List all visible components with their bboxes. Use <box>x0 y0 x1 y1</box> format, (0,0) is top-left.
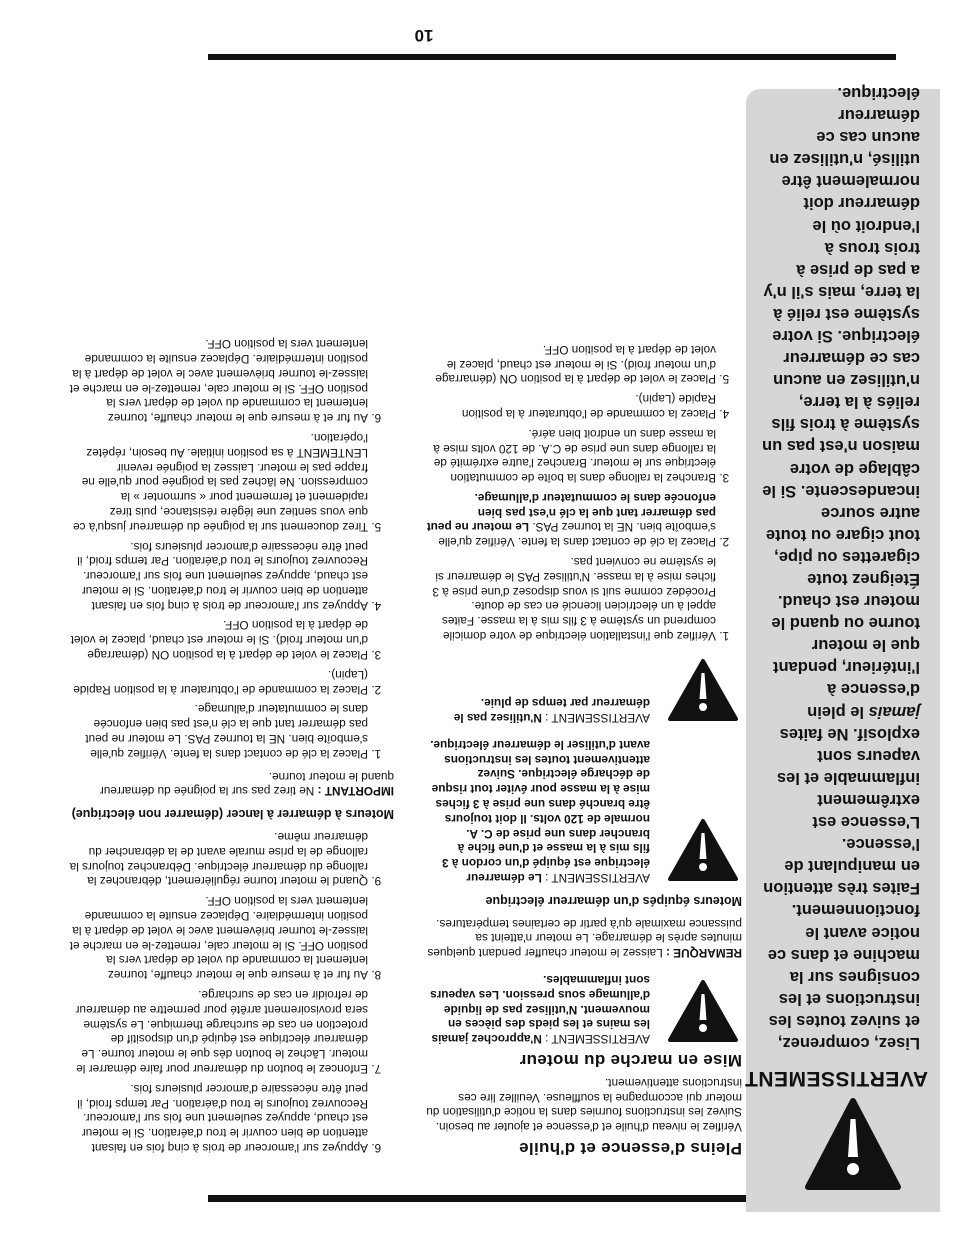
left-column <box>69 331 394 1155</box>
warning-triangle-icon <box>664 657 742 725</box>
warning-triangle-icon <box>664 978 742 1046</box>
important-note: IMPORTANT : Ne tirez pas sur la poignée du démarreur quand le moteur tourne. <box>99 769 394 799</box>
list-item: 3. Placez le volet de départ à la position ON (démarrage d'un moteur froid). Si le moteur est chaud, placez le volet de départ à la position OFF. <box>69 618 368 662</box>
page-number: 10 <box>414 26 434 45</box>
middle-column <box>426 337 742 1158</box>
recoil-heading: Moteurs à démarrer à lancer (démarrer non électrique) <box>71 807 394 822</box>
warning-triangle-icon <box>664 817 742 885</box>
warning-electric-cord: AVERTISSEMENT : Le démarreur électrique est équipé d'un cordon à 3 fils mis à la masse et d'une fiche à brancher dans une prise de C. A. normale de 120 volts. Il doit toujours être branché dans une prise à 3 fiches mise à la masse pour éviter tout risque de décharge électrique. Suivez attentivement toutes les instructions avant d'utiliser le démarreur électrique. <box>426 737 742 885</box>
sidebar-warning-text: Lisez, comprenez, et suivez toutes les instructions et les consignes sur la machine et dans ce notice avant le fonctionnement. Faites très attention en manipulant de l'essence. L'essence est extrêmement inflammable et les vapeurs sont explosif. Ne faites jamais le plein d'essence à l'intérieur, pendant que le moteur tourne ou quand le moteur est chaud. Éteignez toute cigarettes ou pipe, tout cigare ou toute autre source incandescente. Si le câblage de votre maison n'est pas un système à trois fils reliés à la terre, n'utilisez en aucun cas ce démarreur électrique. Si votre système est relié à la terre, mais s'il n'y a pas de prise à trois trous à l'endroit où le démarreur doit normalement être utilisé, n'utilisez en aucun cas ce démarreur électrique. <box>762 83 920 1052</box>
warning-triangle-icon <box>798 1095 908 1195</box>
list-item: 5. Placez le volet de départ à la position ON (démarrage d'un moteur froid). Si le moteur est chaud, placez le volet de départ à la position OFF. <box>426 342 716 386</box>
electric-steps-continued <box>69 829 394 1155</box>
list-item: 2. Placez la commande de l'obturateur à la position Rapide (Lapin). <box>69 667 368 697</box>
warning-sidebar <box>744 83 940 1212</box>
fuel-paragraph: Vérifiez le niveau d'huile et d'essence et ajouter au besoin. Suivez les instructions fournies dans la notice d'utilisation du moteur qui accompagne la souffleuse. Veuillez lire ces instructions attentivement. <box>426 1075 742 1135</box>
list-item: 4. Placez la commande de l'obturateur à la position Rapide (Lapin). <box>426 391 716 421</box>
list-item: 2. Placez la clé de contact dans la fente. Vérifiez qu'elle s'emboîte bien. NE la tournez PAS. Le moteur ne peut pas démarrer tant que la clé n'est pas bien enfoncée dans le commutateur d'allumage. <box>426 490 716 549</box>
list-item: 3. Branchez la rallonge dans la boîte de commutation électrique sur le moteur. Branchez l'autre extrémité de la rallonge dans une prise de C.A. de 120 volts mise à la masse dans un endroit bien aéré. <box>426 426 716 485</box>
electric-steps <box>426 342 742 643</box>
top-rule <box>208 54 896 60</box>
warning-moving-parts: AVERTISSEMENT : N'approchez jamais les mains et les pieds des pièces en mouvement. N'utilisez pas de liquide d'allumage sous pression. Les vapeurs sont inflammables. <box>426 972 742 1046</box>
list-item: 6. Appuyez sur l'amorceur de trois à cinq fois en faisant attention de bien couvrir le trou d'aération. Si le moteur est chaud, appuyez seulement une fois sur l'amorceur. Recouvrez toujours le trou d'aération. Par temps froid, il peut être nécessaire d'amorcer plusieurs fois. <box>69 1081 368 1155</box>
electric-heading: Moteurs équipés d'un démarreur électrique <box>485 893 742 908</box>
list-item: 7. Enfoncez le bouton du démarreur pour faire démarrer le moteur. Lâchez le bouton dès que le moteur tourne. Le démarreur électrique est équipé d'un dispositif de protection en cas de surcharge thermique. Le système sera provisoirement arrêté pour permettre au démarreur de refroidir en cas de surcharge. <box>69 987 368 1076</box>
list-item: 1. Vérifiez que l'installation électrique de votre domicile comprend un système à 3 fils mis à la masse. Faites appel à un électricien licencié en cas de doute. Procédez comme suit si vous disposez d'une prise à 3 fiches mise à la masse. N'utilisez PAS le démarreur si le système ne convient pas. <box>426 554 716 643</box>
warning-rain: AVERTISSEMENT : N'utilisez pas le démarreur par temps de pluie. <box>426 655 742 725</box>
fuel-heading: Pleins d'essence et d'huile <box>518 1139 742 1158</box>
list-item: 1. Placez la clé de contact dans la fente. Vérifiez qu'elle s'emboîte bien. NE la tournez PAS. Le moteur ne peut pas démarrer tant que la clé n'est pas bien enfoncée dans le commutateur d'allumage. <box>69 702 368 761</box>
start-heading: Mise en marche du moteur <box>519 1051 742 1071</box>
list-item: 4. Appuyez sur l'amorceur de trois à cinq fois en faisant attention de bien couvrir le trou d'aération. Si le moteur est chaud, appuyez seulement une fois sur l'amorceur. Recouvrez toujours le trou d'aération. Par temps froid, il peut être nécessaire d'amorcer plusieurs fois. <box>69 539 368 613</box>
list-item: 5. Tirez doucement sur la poignée du démarreur jusqu'à ce que vous sentiez une légère résistance, puis tirez rapidement et fermement pour « surmonter » la compression. Ne lâchez pas la poignée pour qu'elle ne frappe pas le moteur. Laissez la poignée revenir LENTEMENT à sa position initiale. Au besoin, répétez l'opération. <box>69 430 368 534</box>
list-item: 9. Quand le moteur tourne régulièrement, débranchez la rallonge du démarreur électrique. Débranchez toujours la rallonge de la prise murale avant de la débrancher du démarreur même. <box>69 829 368 888</box>
recoil-steps <box>69 336 394 761</box>
remark: REMARQUE : Laissez le moteur chauffer pendant quelques minutes après le démarrage. Le moteur n'atteint sa puissance maximale qu'à partir de certaines températures. <box>427 916 742 961</box>
sidebar-title: AVERTISSEMENT <box>744 1067 928 1090</box>
list-item: 8. Au fur et à mesure que le moteur chauffe, tournez lentement la commande du volet de départ vers la position OFF. Si le moteur cale, remettez-le en marche et laissez-le tourner brièvement avec le volet de départ à la position intermédiaire. Déplacez ensuite la commande lentement vers la position OFF. <box>69 893 368 982</box>
list-item: 6. Au fur et à mesure que le moteur chauffe, tournez lentement la commande du volet de départ vers la position OFF. Si le moteur cale, remettez-le en marche et laissez-le tourner brièvement avec le volet de départ à la position intermédiaire. Déplacez ensuite la commande lentement vers la position OFF. <box>69 336 368 425</box>
